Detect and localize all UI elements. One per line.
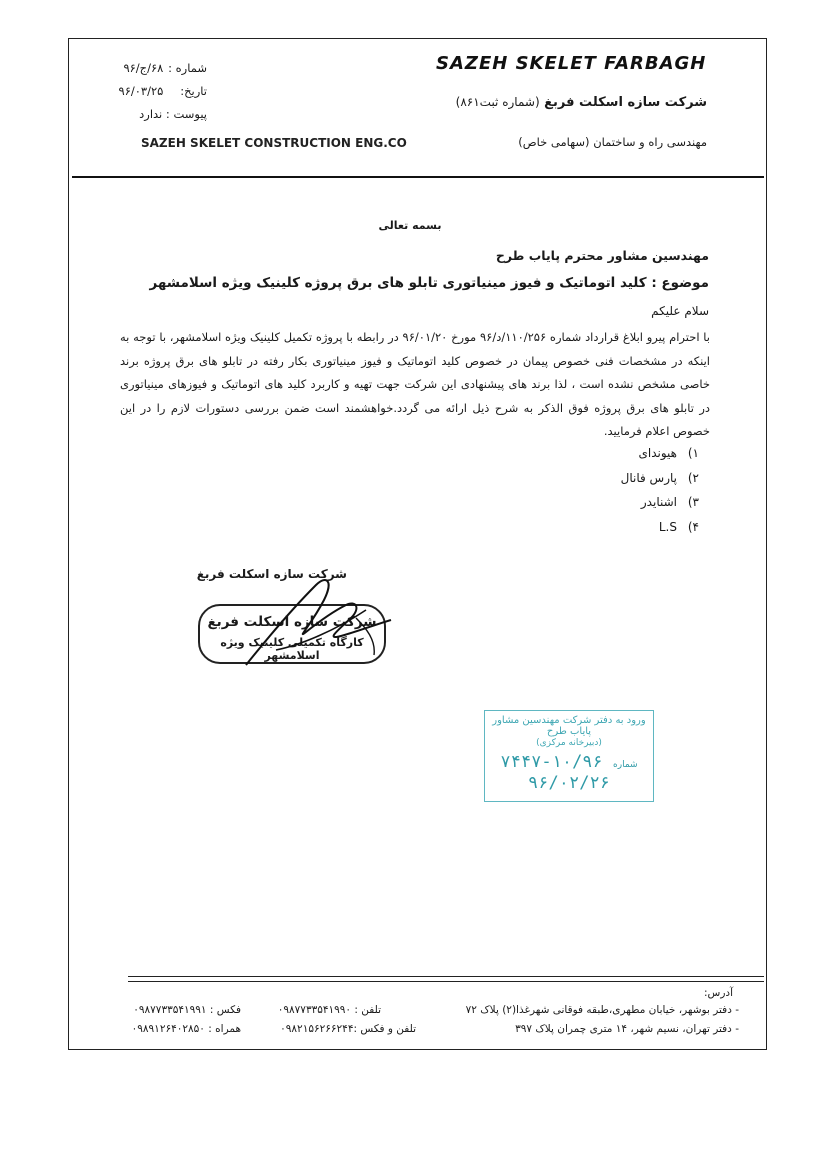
meta-value: ۹۶/۰۳/۲۵ — [118, 84, 164, 98]
meta-label: تاریخ: — [180, 84, 207, 98]
received-stamp — [484, 710, 654, 802]
meta-attachment — [87, 107, 207, 121]
stamp-line-1: شرکت سازه اسکلت فربغ — [207, 614, 377, 630]
brand-name: اشنایدر — [640, 495, 677, 509]
office-phone: تلفن : ۰۹۸۷۷۳۳۵۴۱۹۹۰ — [277, 1004, 381, 1016]
subject-line: موضوع : کلید اتوماتیک و فیوز مینیاتوری تابلو های برق پروژه کلینیک ویژه اسلامشهر — [149, 275, 709, 291]
header-divider — [72, 176, 764, 178]
basmala: بسمه تعالی — [378, 219, 442, 232]
list-number: ۲) — [687, 470, 699, 485]
greeting: سلام علیکم — [651, 304, 709, 318]
list-number: ۴) — [687, 519, 699, 534]
received-stamp-date: ۹۶/۰۲/۲۶ — [528, 773, 610, 793]
list-number: ۳) — [687, 495, 699, 509]
address-label: آدرس: — [703, 987, 733, 999]
brand-list — [499, 441, 699, 539]
meta-number — [87, 61, 207, 75]
received-stamp-number: ۱۰/۹۶-۷۴۴۷ — [500, 752, 603, 772]
received-stamp-title: ورود به دفتر شرکت مهندسین مشاور پایاب طرح — [492, 715, 646, 737]
page-frame — [68, 38, 767, 1050]
list-item — [499, 515, 699, 540]
office-phone: تلفن و فکس :۰۹۸۲۱۵۶۲۶۶۲۴۴ — [280, 1023, 416, 1035]
brand-name: هیوندای — [638, 446, 677, 460]
office-fax: فکس : ۰۹۸۷۷۳۳۵۴۱۹۹۱ — [133, 1004, 241, 1016]
list-item — [499, 466, 699, 491]
list-item — [499, 441, 699, 466]
received-stamp-number-label: شماره — [613, 760, 638, 770]
received-stamp-subtitle: (دبیرخانه مرکزی) — [536, 738, 602, 748]
stamp-line-2: کارگاه تکمیلی کلینیک ویژه اسلامشهر — [220, 636, 364, 662]
footer-divider — [128, 976, 764, 977]
company-name-fa — [456, 95, 707, 110]
footer-row-bushehr — [0, 1004, 819, 1020]
office-address: - دفتر بوشهر، خیابان مطهری،طبقه فوقانی شهرغذا(۲) پلاک ۷۲ — [465, 1004, 739, 1016]
recipient: مهندسین مشاور محترم پایاب طرح — [495, 248, 709, 263]
meta-date — [87, 84, 207, 98]
company-name-en: SAZEH SKELET FARBAGH — [436, 53, 707, 74]
letter-body: با احترام پیرو ابلاغ قرارداد شماره ۱۱۰/۲۵۶/د/۹۶ مورخ ۹۶/۰۱/۲۰ در رابطه با پروژه تکمیل کلینیک ویژه اسلامشهر، با توجه به اینکه در مشخصات فنی خصوص پیمان در خصوص کلید اتوماتیک و فیوز مینیاتوری بکار رفته در تابلو های برق پروژه برند خاصی مشخص نشده است ، لذا برند های پیشنهادی این شرکت جهت تهیه و کاربرد کلید های اتوماتیک و فیوزهای مینیاتوری در تابلو های برق پروژه فوق الذکر به شرح ذیل ارائه می گردد.خواهشمند است ضمن بررسی دستورات لازم را در این خصوص اعلام فرمایید. — [120, 330, 711, 438]
list-number: ۱) — [687, 446, 699, 460]
meta-label: شماره : — [168, 61, 207, 75]
brand-name: L.S — [658, 519, 677, 534]
office-mobile: همراه : ۰۹۸۹۱۲۶۴۰۲۸۵۰ — [131, 1023, 241, 1035]
footer-row-tehran — [0, 1023, 819, 1039]
received-stamp-number-row — [485, 752, 653, 772]
signature-company: شرکت سازه اسکلت فربغ — [196, 567, 347, 581]
company-name-en-full: SAZEH SKELET CONSTRUCTION ENG.CO — [141, 136, 407, 150]
company-name-fa-text: شرکت سازه اسکلت فربغ — [544, 95, 707, 110]
meta-value: ۶۸/ج/۹۶ — [123, 61, 164, 75]
meta-label: پیوست : — [165, 107, 207, 121]
company-description: مهندسی راه و ساختمان (سهامی خاص) — [518, 135, 707, 149]
registration-number: (شماره ثبت۸۶۱) — [455, 95, 540, 109]
footer-divider — [128, 981, 764, 982]
brand-name: پارس فانال — [620, 470, 677, 485]
office-address: - دفتر تهران، نسیم شهر، ۱۴ متری چمران پلاک ۳۹۷ — [515, 1023, 739, 1035]
list-item — [499, 490, 699, 515]
handwritten-signature-icon — [206, 570, 406, 680]
meta-value: ندارد — [139, 107, 163, 121]
